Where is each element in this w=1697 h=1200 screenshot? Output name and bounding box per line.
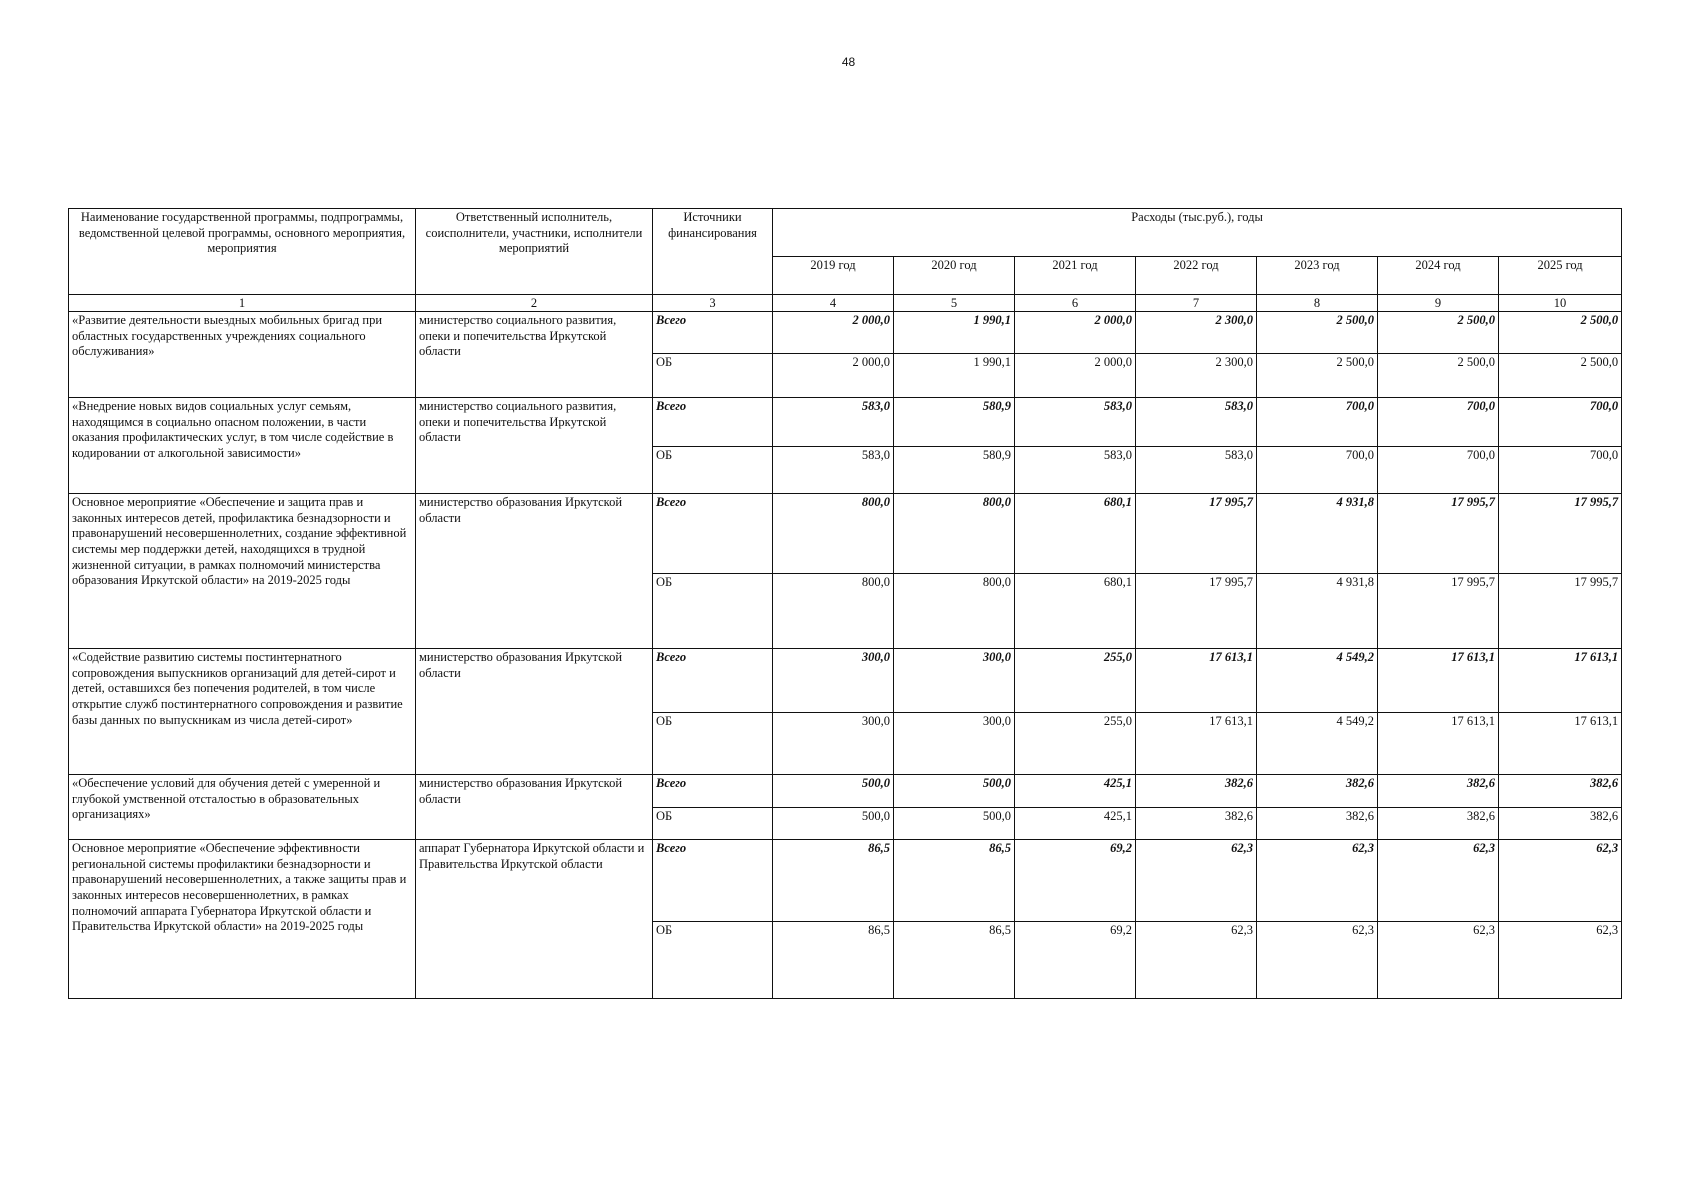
total-value: 86,5	[894, 840, 1015, 922]
ob-value: 382,6	[1499, 808, 1622, 840]
total-value: 382,6	[1136, 775, 1257, 808]
funding-source-total: Всего	[653, 840, 773, 922]
responsible-executor: министерство образования Иркутской области	[416, 775, 653, 840]
ob-value: 2 300,0	[1136, 354, 1257, 398]
column-number: 2	[416, 295, 653, 312]
total-value: 2 300,0	[1136, 312, 1257, 354]
column-number: 7	[1136, 295, 1257, 312]
table-row-total	[69, 840, 1622, 922]
ob-value: 2 500,0	[1378, 354, 1499, 398]
activity-name: «Содействие развитию системы постинтернатного сопровождения выпускников организаций для детей-сирот и детей, оставшихся без попечения родителей, в том числе открытие служб постинтернатного сопровождения и развитие базы данных по выпускникам из числа детей-сирот»	[69, 649, 416, 775]
ob-value: 583,0	[773, 447, 894, 494]
total-value: 500,0	[894, 775, 1015, 808]
header-year: 2020 год	[894, 257, 1015, 295]
table-row-total	[69, 312, 1622, 354]
ob-value: 2 000,0	[1015, 354, 1136, 398]
total-value: 4 549,2	[1257, 649, 1378, 713]
ob-value: 17 613,1	[1378, 713, 1499, 775]
ob-value: 86,5	[894, 922, 1015, 999]
total-value: 700,0	[1499, 398, 1622, 447]
column-number: 8	[1257, 295, 1378, 312]
responsible-executor: аппарат Губернатора Иркутской области и Правительства Иркутской области	[416, 840, 653, 999]
total-value: 680,1	[1015, 494, 1136, 574]
total-value: 382,6	[1257, 775, 1378, 808]
ob-value: 1 990,1	[894, 354, 1015, 398]
funding-source-ob: ОБ	[653, 713, 773, 775]
total-value: 1 990,1	[894, 312, 1015, 354]
column-number: 1	[69, 295, 416, 312]
ob-value: 700,0	[1257, 447, 1378, 494]
ob-value: 382,6	[1136, 808, 1257, 840]
ob-value: 800,0	[773, 574, 894, 649]
ob-value: 17 613,1	[1136, 713, 1257, 775]
total-value: 62,3	[1378, 840, 1499, 922]
total-value: 69,2	[1015, 840, 1136, 922]
ob-value: 17 995,7	[1136, 574, 1257, 649]
activity-name: «Обеспечение условий для обучения детей с умеренной и глубокой умственной отсталостью в образовательных организациях»	[69, 775, 416, 840]
funding-source-total: Всего	[653, 494, 773, 574]
responsible-executor: министерство социального развития, опеки и попечительства Иркутской области	[416, 312, 653, 398]
total-value: 583,0	[1136, 398, 1257, 447]
ob-value: 700,0	[1499, 447, 1622, 494]
ob-value: 17 995,7	[1499, 574, 1622, 649]
total-value: 800,0	[894, 494, 1015, 574]
column-number: 6	[1015, 295, 1136, 312]
funding-source-total: Всего	[653, 312, 773, 354]
funding-source-ob: ОБ	[653, 447, 773, 494]
activity-name: Основное мероприятие «Обеспечение и защита прав и законных интересов детей, профилактика безнадзорности и правонарушений несовершеннолетних, создание эффективной системы мер поддержки детей, находящихся в трудной жизненной ситуации, в рамках полномочий министерства образования Иркутской области» на 2019-2025 годы	[69, 494, 416, 649]
budget-table	[68, 208, 1622, 999]
funding-source-total: Всего	[653, 398, 773, 447]
ob-value: 680,1	[1015, 574, 1136, 649]
header-year: 2022 год	[1136, 257, 1257, 295]
ob-value: 69,2	[1015, 922, 1136, 999]
header-year: 2025 год	[1499, 257, 1622, 295]
ob-value: 4 549,2	[1257, 713, 1378, 775]
total-value: 700,0	[1257, 398, 1378, 447]
total-value: 17 613,1	[1499, 649, 1622, 713]
total-value: 62,3	[1136, 840, 1257, 922]
ob-value: 500,0	[894, 808, 1015, 840]
ob-value: 62,3	[1136, 922, 1257, 999]
table-body	[69, 312, 1622, 999]
total-value: 700,0	[1378, 398, 1499, 447]
funding-source-ob: ОБ	[653, 574, 773, 649]
column-number: 4	[773, 295, 894, 312]
page-number: 48	[841, 55, 856, 69]
table-row-total	[69, 398, 1622, 447]
ob-value: 62,3	[1499, 922, 1622, 999]
ob-value: 62,3	[1257, 922, 1378, 999]
funding-source-total: Всего	[653, 649, 773, 713]
ob-value: 580,9	[894, 447, 1015, 494]
activity-name: «Развитие деятельности выездных мобильных бригад при областных государственных учреждениях социального обслуживания»	[69, 312, 416, 398]
ob-value: 4 931,8	[1257, 574, 1378, 649]
total-value: 580,9	[894, 398, 1015, 447]
total-value: 583,0	[773, 398, 894, 447]
responsible-executor: министерство социального развития, опеки и попечительства Иркутской области	[416, 398, 653, 494]
total-value: 425,1	[1015, 775, 1136, 808]
activity-name: «Внедрение новых видов социальных услуг семьям, находящимся в социально опасном положении, в части оказания профилактических услуг, в том числе содействие в кодировании от алкогольной зависимости»	[69, 398, 416, 494]
ob-value: 382,6	[1378, 808, 1499, 840]
total-value: 2 500,0	[1499, 312, 1622, 354]
header-year: 2019 год	[773, 257, 894, 295]
funding-source-ob: ОБ	[653, 354, 773, 398]
column-number: 5	[894, 295, 1015, 312]
table-row-total	[69, 775, 1622, 808]
ob-value: 86,5	[773, 922, 894, 999]
funding-source-ob: ОБ	[653, 808, 773, 840]
responsible-executor: министерство образования Иркутской области	[416, 649, 653, 775]
ob-value: 300,0	[894, 713, 1015, 775]
ob-value: 2 500,0	[1499, 354, 1622, 398]
ob-value: 17 995,7	[1378, 574, 1499, 649]
ob-value: 800,0	[894, 574, 1015, 649]
ob-value: 382,6	[1257, 808, 1378, 840]
total-value: 300,0	[773, 649, 894, 713]
header-year: 2023 год	[1257, 257, 1378, 295]
total-value: 17 995,7	[1378, 494, 1499, 574]
total-value: 62,3	[1499, 840, 1622, 922]
ob-value: 2 000,0	[773, 354, 894, 398]
ob-value: 700,0	[1378, 447, 1499, 494]
header-expenses: Расходы (тыс.руб.), годы	[773, 209, 1622, 257]
total-value: 500,0	[773, 775, 894, 808]
ob-value: 255,0	[1015, 713, 1136, 775]
funding-source-total: Всего	[653, 775, 773, 808]
total-value: 2 000,0	[773, 312, 894, 354]
total-value: 2 500,0	[1378, 312, 1499, 354]
total-value: 17 613,1	[1378, 649, 1499, 713]
total-value: 800,0	[773, 494, 894, 574]
header-program-name: Наименование государственной программы, подпрограммы, ведомственной целевой программы, основного мероприятия, мероприятия	[69, 209, 416, 295]
total-value: 382,6	[1378, 775, 1499, 808]
total-value: 17 613,1	[1136, 649, 1257, 713]
column-number-row	[69, 295, 1622, 312]
total-value: 86,5	[773, 840, 894, 922]
total-value: 62,3	[1257, 840, 1378, 922]
ob-value: 500,0	[773, 808, 894, 840]
total-value: 300,0	[894, 649, 1015, 713]
header-funding-source: Источники финансирования	[653, 209, 773, 295]
header-executor: Ответственный исполнитель, соисполнители, участники, исполнители мероприятий	[416, 209, 653, 295]
activity-name: Основное мероприятие «Обеспечение эффективности региональной системы профилактики безнадзорности и правонарушений несовершеннолетних, а также защиты прав и законных интересов несовершеннолетних, в рамках полномочий аппарата Губернатора Иркутской области и Правительства Иркутской области» на 2019-2025 годы	[69, 840, 416, 999]
total-value: 17 995,7	[1499, 494, 1622, 574]
table-row-total	[69, 494, 1622, 574]
total-value: 382,6	[1499, 775, 1622, 808]
column-number: 9	[1378, 295, 1499, 312]
column-number: 3	[653, 295, 773, 312]
ob-value: 62,3	[1378, 922, 1499, 999]
total-value: 4 931,8	[1257, 494, 1378, 574]
funding-source-ob: ОБ	[653, 922, 773, 999]
total-value: 2 500,0	[1257, 312, 1378, 354]
total-value: 255,0	[1015, 649, 1136, 713]
total-value: 17 995,7	[1136, 494, 1257, 574]
table-row-total	[69, 649, 1622, 713]
ob-value: 583,0	[1136, 447, 1257, 494]
header-year: 2024 год	[1378, 257, 1499, 295]
ob-value: 583,0	[1015, 447, 1136, 494]
ob-value: 2 500,0	[1257, 354, 1378, 398]
ob-value: 300,0	[773, 713, 894, 775]
responsible-executor: министерство образования Иркутской области	[416, 494, 653, 649]
total-value: 2 000,0	[1015, 312, 1136, 354]
total-value: 583,0	[1015, 398, 1136, 447]
column-number: 10	[1499, 295, 1622, 312]
ob-value: 17 613,1	[1499, 713, 1622, 775]
header-year: 2021 год	[1015, 257, 1136, 295]
ob-value: 425,1	[1015, 808, 1136, 840]
